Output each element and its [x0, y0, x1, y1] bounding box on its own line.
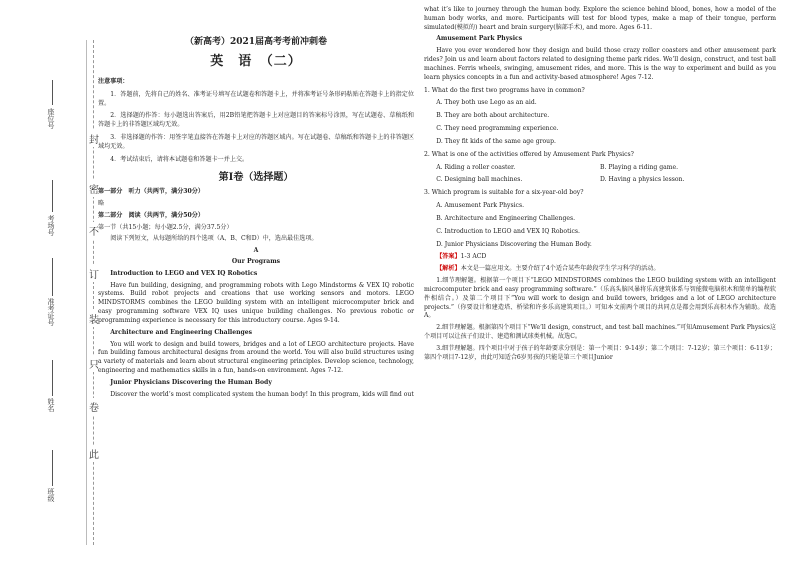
question-stem: 1. What do the first two programs have in common?: [424, 86, 585, 94]
option: C. They need programming experience.: [436, 125, 559, 133]
analysis-intro: 本文是一篇应用文。主要介绍了4个适合某些年龄段学生学习科学的活动。: [460, 265, 660, 273]
answer-label: 【答案】: [436, 253, 461, 261]
option: B. Playing a riding game.: [600, 163, 679, 171]
passage-title: Our Programs: [231, 257, 281, 265]
option: A. Amusement Park Physics.: [436, 202, 525, 210]
part1-content: 略: [98, 199, 105, 207]
option: C. Introduction to LEGO and VEX IQ Robotics.: [436, 227, 580, 235]
binding-dashed-line: [93, 40, 94, 545]
field-line: [52, 258, 53, 296]
notes-heading: 注意事项：: [98, 77, 129, 85]
analysis-item: 3.细节理解题。四个项目中对于孩子的年龄要求分别是：第一个项目：9-14岁；第二个项目：7-12岁；第三个项目：6-11岁；第四个项目7-12岁，由此可知适合6岁男孩的只能是第三个项目Junior: [424, 344, 776, 361]
subject-title: 英 语 （二）: [210, 54, 302, 70]
volume-title: 第Ⅰ卷（选择题）: [218, 171, 294, 183]
field-line: [52, 180, 53, 212]
answer-line: [424, 253, 776, 262]
analysis-item: 2.细节理解题。根据第四个项目下“We’ll design, construct, and test ball machines.”可知Amusement Park Physics这个项目可以让孩子们设计、建造和测试球类机械。故选C。: [424, 324, 776, 341]
binding-margin: [0, 0, 99, 562]
note-item: 4．考试结束后，请将本试题卷和答题卡一并上交。: [110, 155, 249, 163]
right-column: [424, 0, 776, 562]
question-1: [424, 87, 776, 147]
section1-heading: 第一节（共15小题；每小题2.5分，满分37.5分）: [98, 223, 233, 231]
option: B. They are both about architecture.: [436, 112, 550, 120]
question-stem: 2. What is one of the activities offered by Amusement Park Physics?: [424, 150, 634, 158]
exam-title: （新高考）2021届高考考前冲刺卷: [184, 37, 328, 47]
option: A. Riding a roller coaster.: [436, 163, 516, 171]
admission-number-label: 准考证号: [47, 298, 55, 326]
exam-room-label: 考场号: [47, 215, 55, 236]
analysis-label: 【解析】: [436, 265, 461, 273]
answer-text: 1-3 ACD: [460, 253, 487, 261]
option: D. They fit kids of the same age group.: [436, 137, 556, 145]
notes-section: [98, 78, 414, 165]
note-item: 3．非选择题的作答：用签字笔直接答在答题卡上对应的答题区域内。写在试题卷、草稿纸和答题卡上的非答题区域均无效。: [98, 134, 414, 150]
option: D. Having a physics lesson.: [600, 176, 685, 184]
binding-char: 卷: [89, 398, 99, 415]
option: B. Architecture and Engineering Challenges.: [436, 214, 576, 222]
binding-char: 此: [89, 445, 99, 462]
question-2: [424, 151, 776, 185]
program4-body: Have you ever wondered how they design and build those crazy roller coasters and other amusement park rides? Join us and learn about factors related to designing theme park rides. We’ll design, construct, and test ball machines. Ferris wheels, swinging, amusement rides, and more. This is the way to experiment and build as you learn physics concepts in a fun and activity-based atmosphere! Ages 7-12.: [424, 47, 776, 81]
binding-char: 密: [89, 180, 99, 197]
note-item: 2．选择题的作答：每小题选出答案后，用2B铅笔把答题卡上对应题目的答案标号涂黑，写在试题卷、草稿纸和答题卡上的非答题区域均无效。: [98, 112, 414, 129]
binding-char: 封: [89, 130, 99, 147]
program3-body-start: Discover the world’s most complicated system the human body! In this program, kids will find out: [110, 390, 414, 398]
binding-solid-line: [86, 40, 87, 545]
option: C. Designing ball machines.: [436, 176, 523, 184]
program4-title: Amusement Park Physics: [436, 35, 523, 43]
passage-letter: A: [253, 247, 259, 255]
seat-number-label: 座位号: [47, 108, 55, 129]
question-3: [424, 189, 776, 249]
program3-body-end: what it’s like to journey through the human body. Explore the science behind blood, bones, how a model of the human body works, and more. Participants will test for blood types, make a map of their tongue, perform simulated(模拟的) heart and brain surgery(脑部手术), and more. Ages 6-11.: [424, 6, 776, 31]
binding-char: 装: [89, 310, 99, 327]
program2-title: Architecture and Engineering Challenges: [110, 328, 253, 336]
binding-char: 不: [89, 222, 99, 239]
field-line: [52, 360, 53, 396]
program2-body: You will work to design and build towers, bridges and a lot of LEGO architecture projects. Have fun building famous architectural designs from around the world. You will also build structures using a variety of materials and learn about structural engineering principles. Develop science, technology, engineering and mathematics skills in a fun, hands-on environment. Ages 7-12.: [98, 340, 414, 375]
field-line: [52, 80, 53, 105]
program1-body: Have fun building, designing, and programming robots with Lego Mindstorms & VEX IQ robotic systems. Build robot projects and creations that use working sensors and motors. LEGO MINDSTORMS combines the LEGO building system with an intelligent microcomputer brick and easy programming software VEX IQ uses unique building challenges. No previous robotic or programming experience is necessary for this introductory course. Ages 9-14.: [98, 281, 414, 324]
program3-title: Junior Physicians Discovering the Human Body: [110, 378, 272, 386]
binding-char: 订: [89, 265, 99, 282]
binding-char: 只: [89, 355, 99, 372]
left-column: [98, 0, 414, 562]
reading-instruction: 阅读下列短文，从每题所给的四个选项（A、B、C和D）中，选出最佳选项。: [110, 235, 318, 243]
option: A. They both use Lego as an aid.: [436, 99, 537, 107]
field-line: [52, 450, 53, 486]
name-label: 姓名: [47, 398, 55, 412]
question-stem: 3. Which program is suitable for a six-year-old boy?: [424, 189, 584, 197]
class-label: 班级: [47, 488, 55, 502]
part2-heading: 第二部分 阅读（共两节，满分50分）: [98, 211, 204, 219]
analysis-line: [424, 265, 776, 274]
part1-heading: 第一部分 听力（共两节，满分30分）: [98, 188, 204, 196]
option: D. Junior Physicians Discovering the Human Body.: [436, 240, 592, 248]
program1-title: Introduction to LEGO and VEX IQ Robotics: [110, 269, 258, 277]
note-item: 1．答题前，先将自己的姓名、准考证号填写在试题卷和答题卡上，并将准考证号条形码粘贴在答题卡上的指定位置。: [98, 90, 414, 107]
analysis-item: 1.细节理解题。根据第一个项目下“LEGO MINDSTORMS combines the LEGO building system with an intelligent microcomputer brick and easy programming software.”（乐高头脑风暴将乐高建筑体系与智能微电脑积木和简单的编程软件相结合。）及第二个项目下“You will work to design and build towers, bridges and a lot of LEGO architecture projects.”（你要设计和建造塔、桥梁和许多乐高建筑项目。）可知本文前两个项目的共同点是都会用到乐高积木作为辅助。故选A。: [424, 277, 776, 320]
